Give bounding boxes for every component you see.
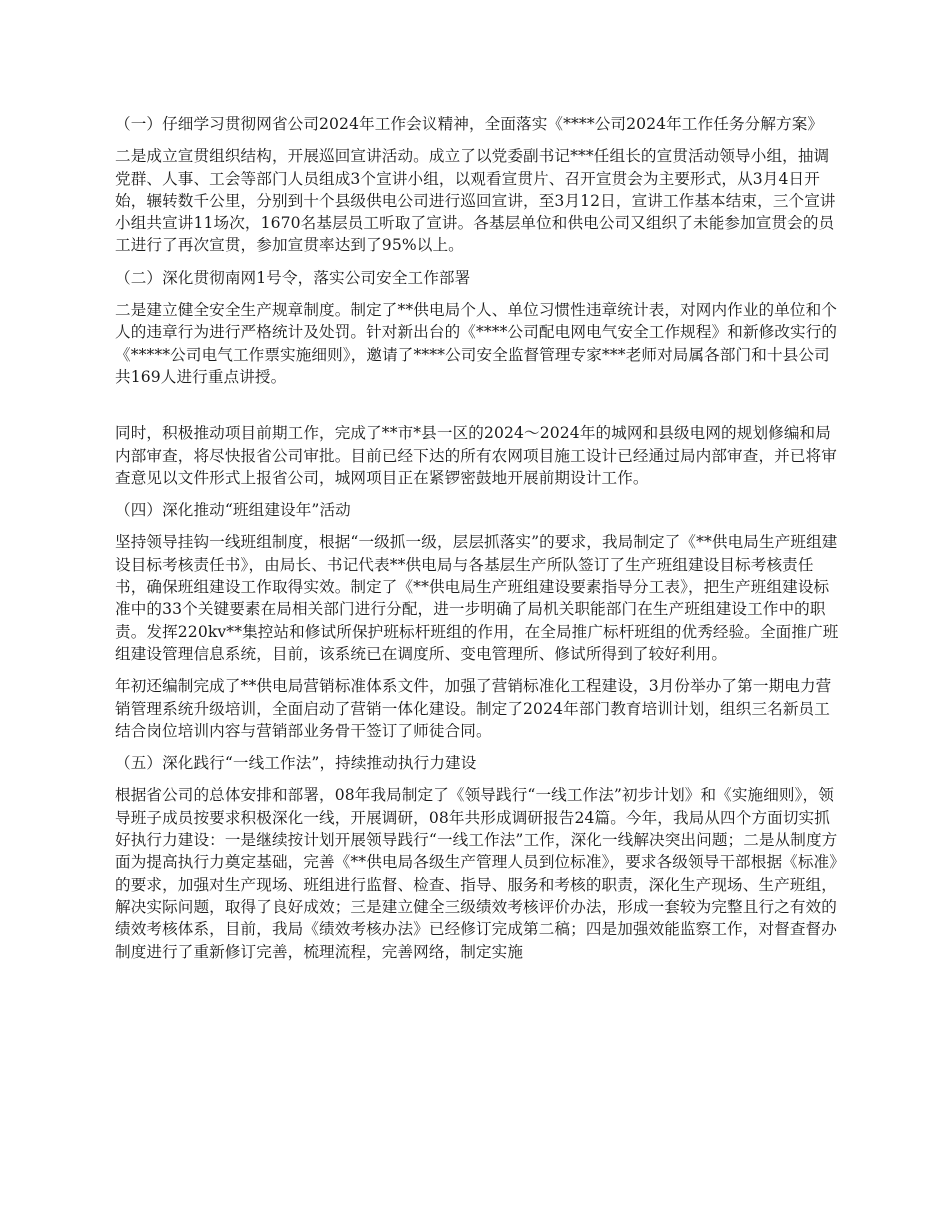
section-heading-1: （一）仔细学习贯彻网省公司2024年工作会议精神，全面落实《****公司2024年工作任务分解方案》 (115, 115, 824, 133)
paragraph-propaganda: 二是成立宣贯组织结构，开展巡回宣讲活动。成立了以党委副书记***任组长的宣贯活动领导小组，抽调党群、人事、工会等部门人员组成3个宣讲小组，以观看宣贯片、召开宣贯会为主要形式，从3月4日开始，辗转数千公里，分别到十个县级供电公司进行巡回宣讲，至3月12日，宣讲工作基本结束，三个宣讲小组共宣讲11场次，1670名基层员工听取了宣讲。各基层单位和供电公司又组织了未能参加宣贯会的员工进行了再次宣贯，参加宣贯率达到了95%以上。 (115, 147, 836, 255)
paragraph-project-planning: 同时，积极推动项目前期工作，完成了**市*县一区的2024～2024年的城网和县级电网的规划修编和局内部审查，将尽快报省公司审批。目前已经下达的所有农网项目施工设计已经通过局内部审查，并已将审查意见以文件形式上报省公司，城网项目正在紧锣密鼓地开展前期设计工作。 (115, 424, 837, 487)
section-heading-4: （四）深化推动“班组建设年”活动 (115, 501, 351, 520)
document-body (115, 113, 840, 973)
paragraph-execution: 根据省公司的总体安排和部署，08年我局制定了《领导践行“一线工作法”初步计划》和《实施细则》，领导班子成员按要求积极深化一线，开展调研，08年共形成调研报告24篇。今年，我局从四个方面切实抓好执行力建设：一是继续按计划开展领导践行“一线工作法”工作，深化一线解决突出问题；二是从制度方面为提高执行力奠定基础，完善《**供电局各级生产管理人员到位标准》，要求各级领导干部根据《标准》的要求，加强对生产现场、班组进行监督、检查、指导、服务和考核的职责，深化生产现场、生产班组，解决实际问题，取得了良好成效；三是建立健全三级绩效考核评价办法，形成一套较为完整且行之有效的绩效考核体系，目前，我局《绩效考核办法》已经修订完成第二稿；四是加强效能监察工作，对督查督办制度进行了重新修订完善，梳理流程，完善网络，制定实施 (115, 786, 838, 961)
section-heading-5: （五）深化践行“一线工作法”，持续推动执行力建设 (115, 754, 477, 773)
paragraph-marketing: 年初还编制完成了**供电局营销标准体系文件，加强了营销标准化工程建设，3月份举办了第一期电力营销管理系统升级培训，全面启动了营销一体化建设。制定了2024年部门教育培训计划，组织三名新员工结合岗位培训内容与营销部业务骨干签订了师徒合同。 (115, 677, 832, 740)
paragraph-safety-rules: 二是建立健全安全生产规章制度。制定了**供电局个人、单位习惯性违章统计表，对网内作业的单位和个人的违章行为进行严格统计及处罚。针对新出台的《****公司配电网电气安全工作规程》和新修改实行的《*****公司电气工作票实施细则》，邀请了****公司安全监督管理专家***老师对局属各部门和十县公司共169人进行重点讲授。 (115, 301, 838, 386)
section-heading-2: （二）深化贯彻南网1号令，落实公司安全工作部署 (115, 268, 471, 287)
paragraph-team-building: 坚持领导挂钩一线班组制度，根据“一级抓一级，层层抓落实”的要求，我局制定了《**供电局生产班组建设目标考核责任书》，由局长、书记代表**供电局与各基层生产所队签订了生产班组建设目标考核责任书，确保班组建设工作取得实效。制定了《**供电局生产班组建设要素指导分工表》，把生产班组建设标准中的33个关键要素在局相关部门进行分配，进一步明确了局机关职能部门在生产班组建设工作中的职责。发挥220kv**集控站和修试所保护班标杆班组的作用，在全局推广标杆班组的优秀经验。全面推广班组建设管理信息系统，目前，该系统已在调度所、变电管理所、修试所得到了较好利用。 (115, 533, 839, 663)
